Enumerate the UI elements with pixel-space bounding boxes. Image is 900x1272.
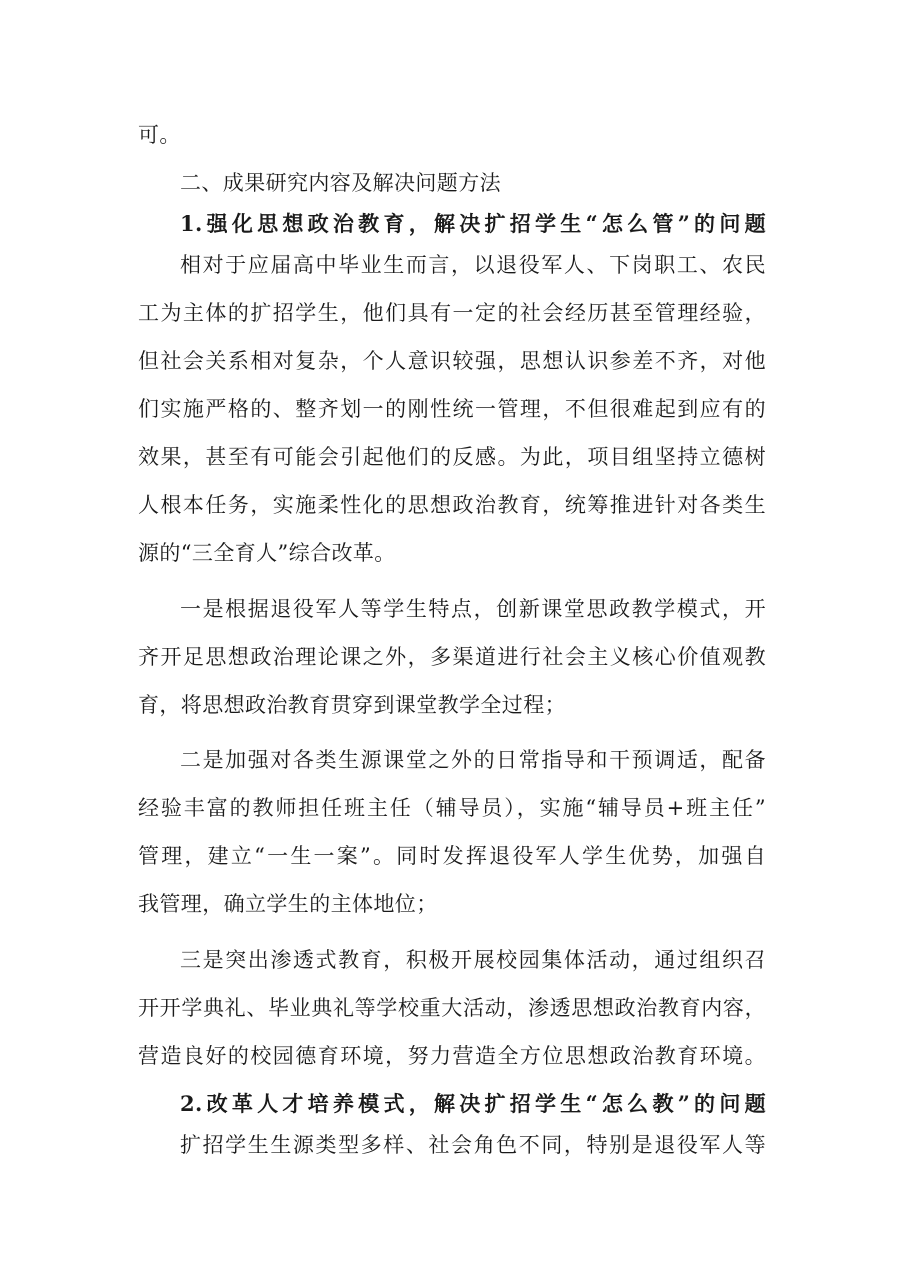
paragraph-line: 们实施严格的、整齐划一的刚性统一管理，不但很难起到应有的 xyxy=(138,397,766,421)
paragraph-line: 营造良好的校园德育环境，努力营造全方位思想政治教育环境。 xyxy=(138,1044,766,1068)
paragraph-line: 工为主体的扩招学生，他们具有一定的社会经历甚至管理经验， xyxy=(138,301,766,325)
paragraph-line: 人根本任务，实施柔性化的思想政治教育，统筹推进针对各类生 xyxy=(138,493,766,517)
paragraph-line: 经验丰富的教师担任班主任（辅导员），实施“辅导员+班主任” xyxy=(138,796,766,820)
paragraph-line: 效果，甚至有可能会引起他们的反感。为此，项目组坚持立德树 xyxy=(138,445,766,469)
paragraph-line: 开开学典礼、毕业典礼等学校重大活动，渗透思想政治教育内容， xyxy=(138,996,766,1020)
paragraph-line: 相对于应届高中毕业生而言，以退役军人、下岗职工、农民 xyxy=(180,253,766,277)
section-heading: 二、成果研究内容及解决问题方法 xyxy=(180,171,501,195)
subsection-heading-1: 1.强化思想政治教育，解决扩招学生“怎么管”的问题 xyxy=(180,211,766,236)
paragraph-line: 三是突出渗透式教育，积极开展校园集体活动，通过组织召 xyxy=(180,948,766,972)
paragraph-line: 育，将思想政治教育贯穿到课堂教学全过程； xyxy=(138,693,566,717)
paragraph-line: 扩招学生生源类型多样、社会角色不同，特别是退役军人等 xyxy=(180,1133,766,1157)
paragraph-line: 可。 xyxy=(138,123,181,147)
paragraph-line: 源的“三全育人”综合改革。 xyxy=(138,541,396,565)
paragraph-line: 二是加强对各类生源课堂之外的日常指导和干预调适，配备 xyxy=(180,748,766,772)
paragraph-line: 一是根据退役军人等学生特点，创新课堂思政教学模式，开 xyxy=(180,597,766,621)
subsection-heading-2: 2.改革人才培养模式，解决扩招学生“怎么教”的问题 xyxy=(180,1091,766,1116)
paragraph-line: 管理，建立“一生一案”。同时发挥退役军人学生优势，加强自 xyxy=(138,844,766,868)
paragraph-line: 齐开足思想政治理论课之外，多渠道进行社会主义核心价值观教 xyxy=(138,645,766,669)
paragraph-line: 我管理，确立学生的主体地位； xyxy=(138,892,438,916)
paragraph-line: 但社会关系相对复杂，个人意识较强，思想认识参差不齐，对他 xyxy=(138,349,766,373)
